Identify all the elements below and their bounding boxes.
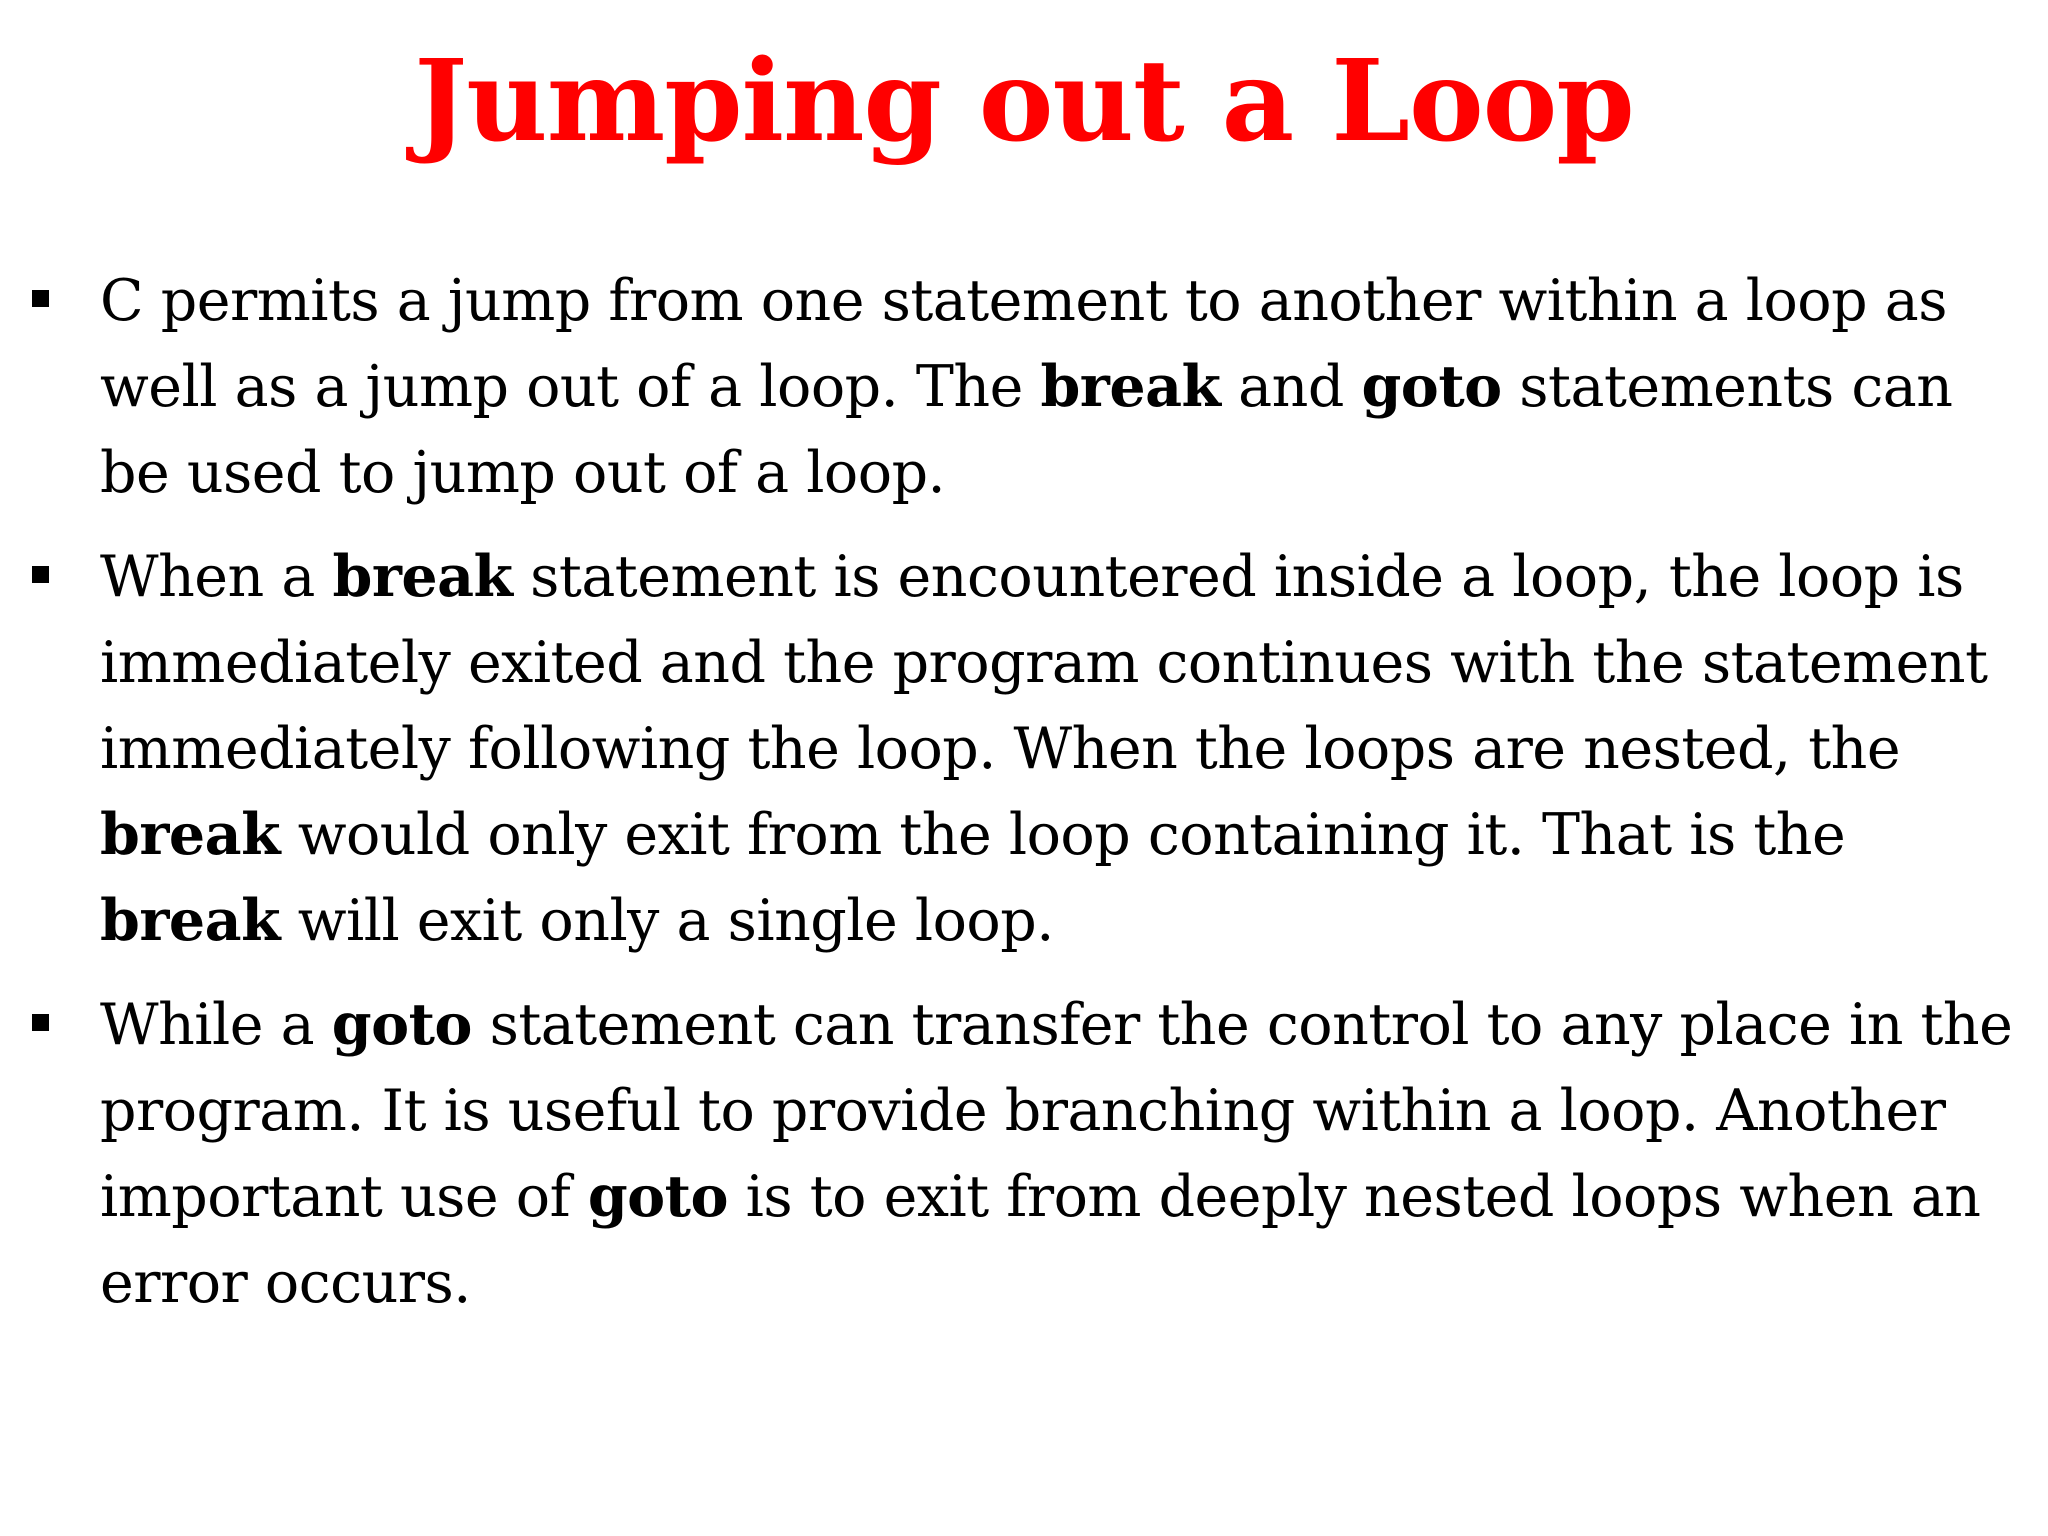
keyword-goto: goto — [331, 991, 472, 1058]
square-bullet-icon — [32, 566, 49, 583]
bullet-segment: and — [1220, 354, 1362, 420]
bullet-segment: is to exit from deeply nested loops when an error occurs. — [100, 1164, 1981, 1316]
bullet-text — [100, 992, 2012, 1316]
bullet-list — [24, 258, 2014, 1344]
bullet-segment: When a — [100, 544, 333, 610]
bullet-segment: would only exit from the loop containing it. That is the — [280, 802, 1846, 868]
keyword-break: break — [1040, 353, 1221, 420]
bullet-segment: will exit only a single loop. — [280, 888, 1054, 954]
bullet-item — [24, 258, 2014, 516]
keyword-break: break — [332, 543, 513, 610]
keyword-goto: goto — [587, 1163, 729, 1230]
keyword-goto: goto — [1361, 353, 1502, 420]
bullet-segment: statement is encountered inside a loop, the loop is immediately exited and the program continues with the statement immediately following the loop. When the loops are nested, the — [100, 544, 1988, 782]
bullet-segment: statement can transfer the control to any place in the program. It is useful to provide branching within a loop. Another important use of — [100, 992, 2013, 1230]
bullet-item — [24, 982, 2014, 1326]
bullet-segment: statements can be used to jump out of a loop. — [100, 354, 1953, 506]
slide-title: Jumping out a Loop — [414, 36, 1634, 167]
bullet-text — [100, 544, 1988, 954]
bullet-item — [24, 534, 2014, 964]
keyword-break: break — [100, 801, 281, 868]
keyword-break: break — [100, 887, 281, 954]
square-bullet-icon — [32, 290, 49, 307]
bullet-segment: C permits a jump from one statement to another within a loop as well as a jump out of a loop. The — [100, 268, 1947, 420]
bullet-text — [100, 268, 1952, 506]
square-bullet-icon — [32, 1014, 49, 1031]
bullet-segment: While a — [100, 992, 332, 1058]
